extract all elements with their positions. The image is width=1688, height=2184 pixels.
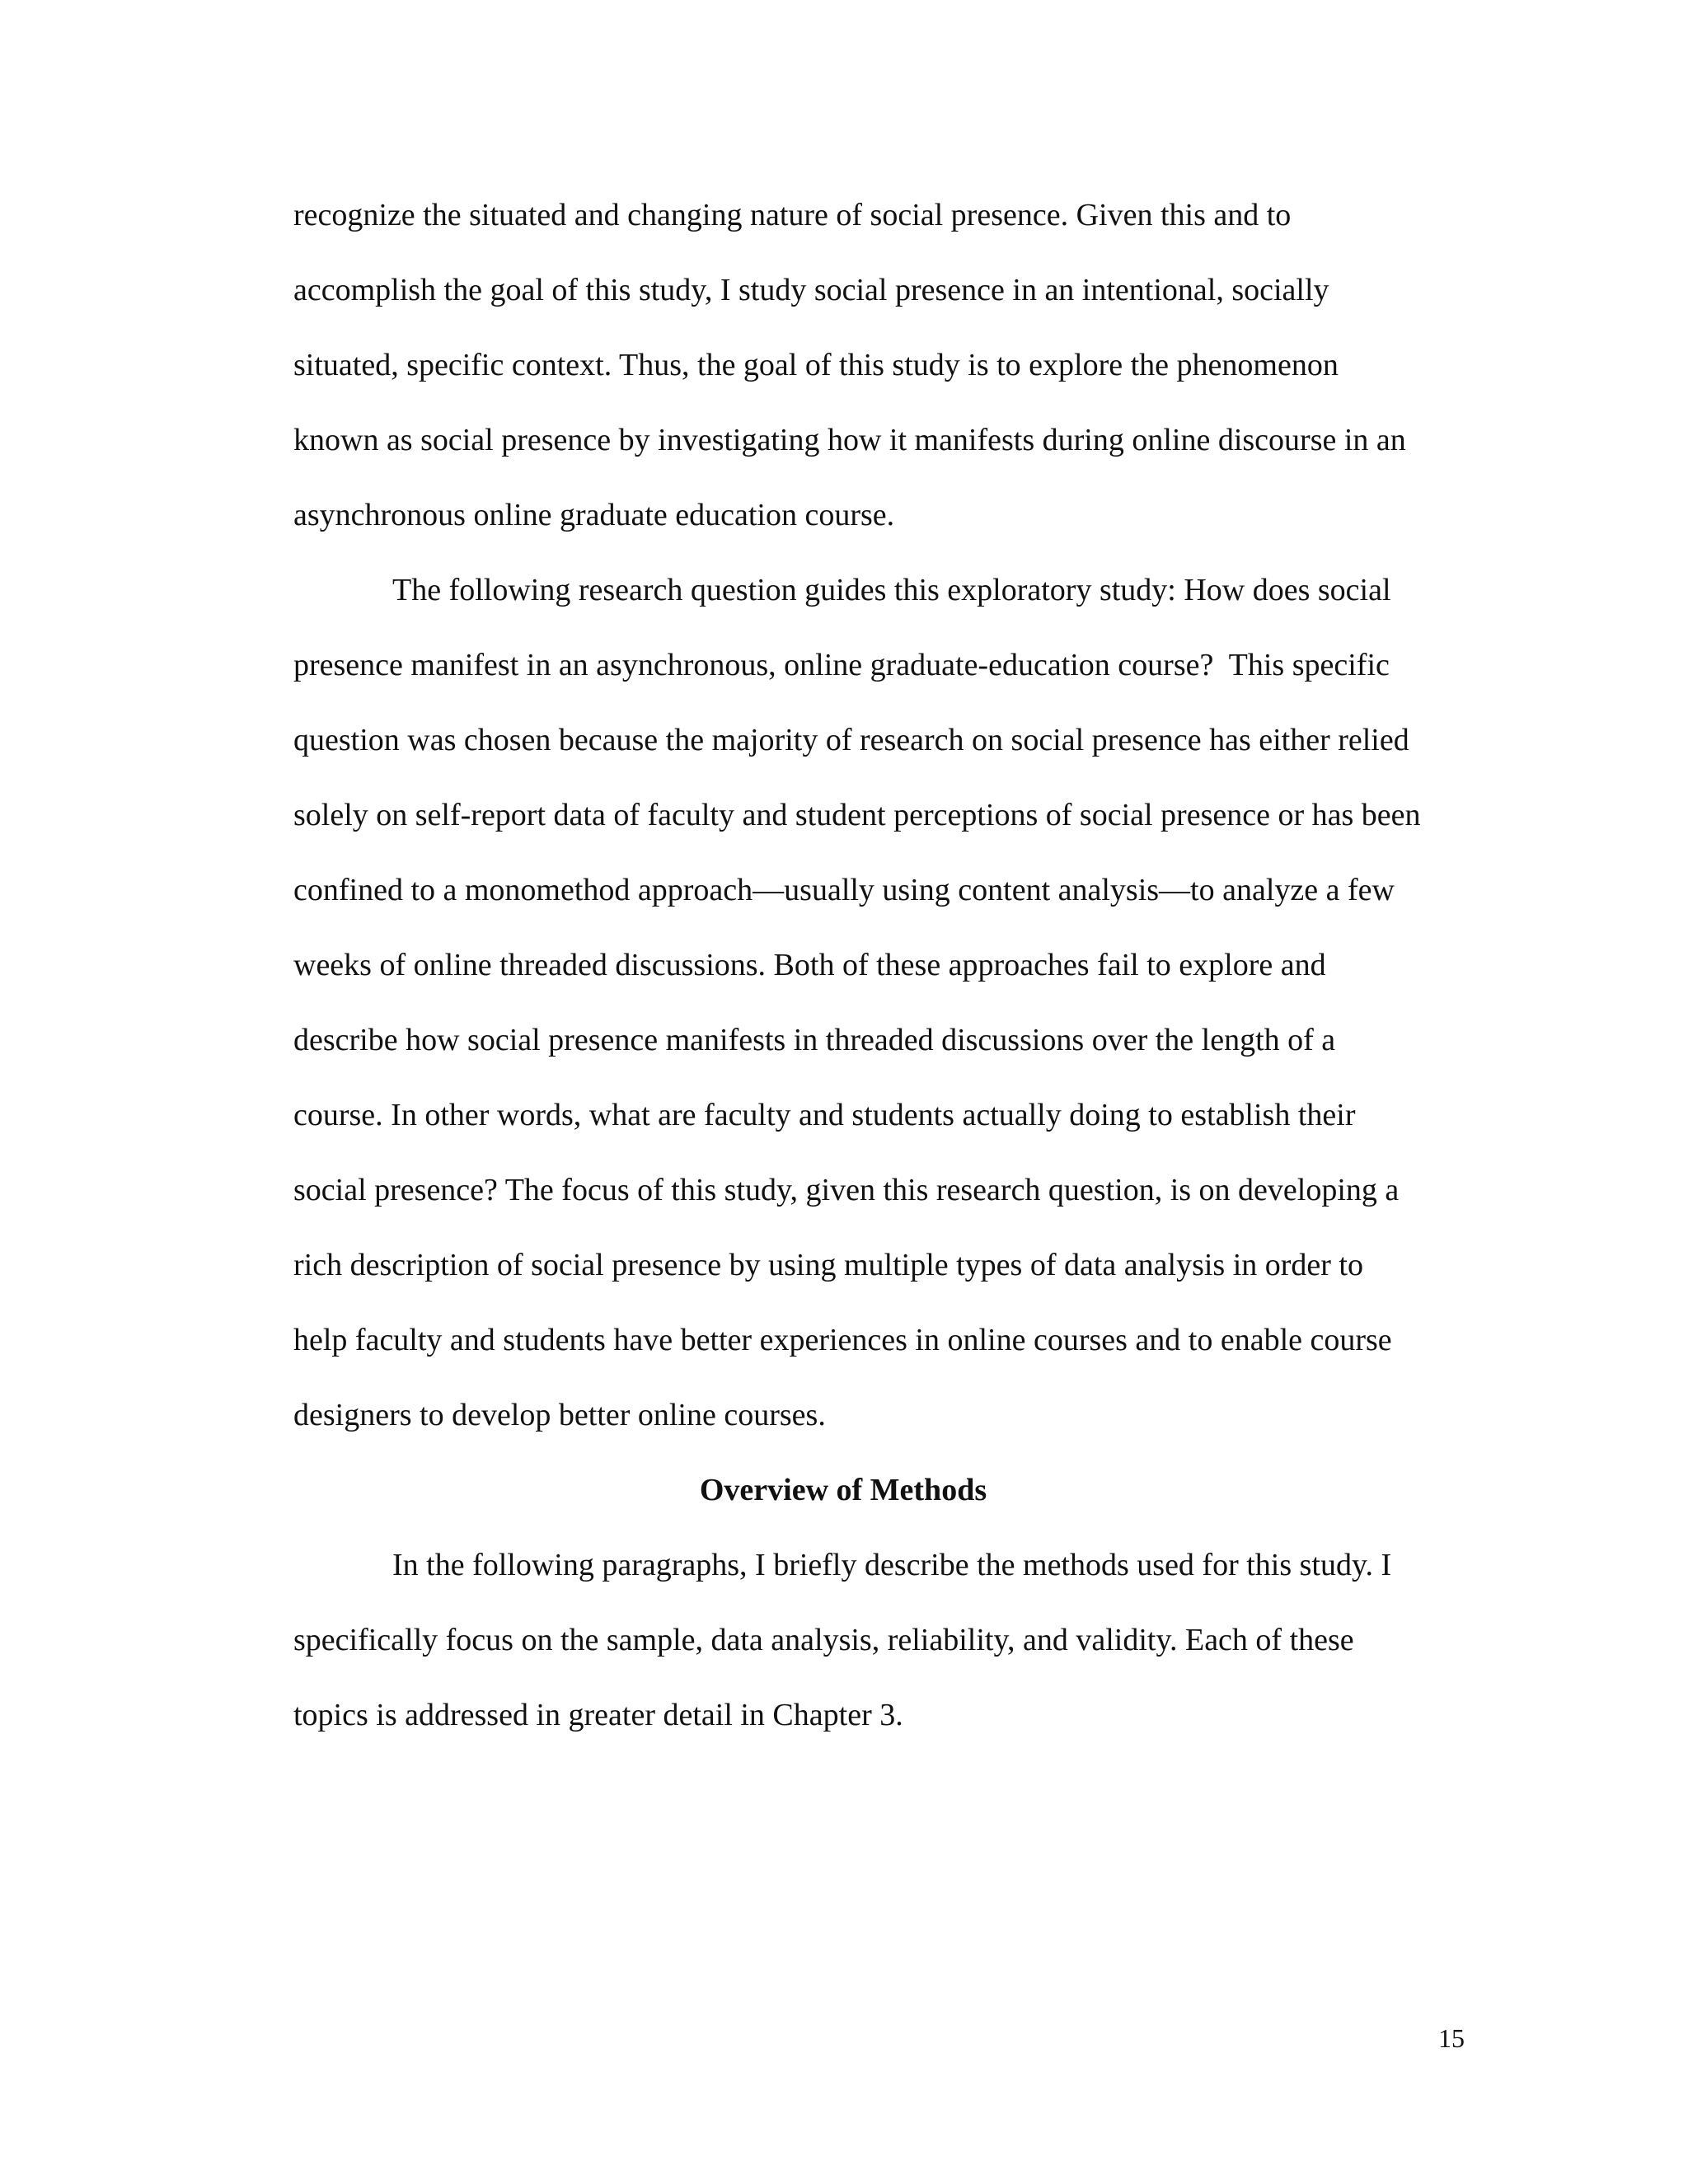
body-text-line: designers to develop better online courses. bbox=[293, 1398, 826, 1432]
body-text-line: situated, specific context. Thus, the goal of this study is to explore the phenomenon bbox=[293, 348, 1339, 382]
body-text-line: weeks of online threaded discussions. Both of these approaches fail to explore and bbox=[293, 948, 1326, 982]
page-number: 15 bbox=[1438, 2023, 1465, 2053]
body-text-line: specifically focus on the sample, data analysis, reliability, and validity. Each of these bbox=[293, 1623, 1354, 1657]
body-text-line: accomplish the goal of this study, I study social presence in an intentional, socially bbox=[293, 273, 1329, 307]
body-text-line: presence manifest in an asynchronous, online graduate-education course? This specific bbox=[293, 648, 1390, 682]
body-text-line: asynchronous online graduate education course. bbox=[293, 498, 895, 532]
section-heading: Overview of Methods bbox=[699, 1473, 987, 1507]
body-text-line: topics is addressed in greater detail in Chapter 3. bbox=[293, 1698, 903, 1732]
body-text-line: solely on self-report data of faculty and student perceptions of social presence or has been bbox=[293, 798, 1421, 832]
body-text-line: rich description of social presence by using multiple types of data analysis in order to bbox=[293, 1248, 1363, 1282]
body-text-line: recognize the situated and changing nature of social presence. Given this and to bbox=[293, 198, 1292, 232]
body-text-line: The following research question guides this exploratory study: How does social bbox=[392, 573, 1391, 607]
body-text-line: known as social presence by investigating how it manifests during online discourse in an bbox=[293, 423, 1406, 457]
body-text-line: describe how social presence manifests in threaded discussions over the length of a bbox=[293, 1023, 1336, 1057]
body-text-line: social presence? The focus of this study, given this research question, is on developing a bbox=[293, 1173, 1400, 1207]
body-text-line: confined to a monomethod approach—usually using content analysis—to analyze a few bbox=[293, 873, 1395, 907]
body-text-line: question was chosen because the majority of research on social presence has either relied bbox=[293, 723, 1409, 757]
body-text-line: In the following paragraphs, I briefly describe the methods used for this study. I bbox=[392, 1548, 1392, 1582]
body-text-line: help faculty and students have better experiences in online courses and to enable course bbox=[293, 1323, 1392, 1357]
body-text-line: course. In other words, what are faculty and students actually doing to establish their bbox=[293, 1098, 1356, 1132]
